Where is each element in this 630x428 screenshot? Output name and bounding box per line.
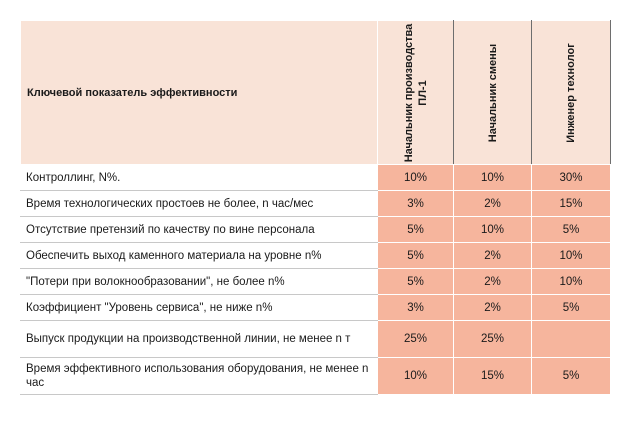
value-cell: 5%: [378, 243, 454, 269]
value-cell: 15%: [532, 191, 611, 217]
value-cell: [532, 321, 611, 358]
value-cell: 5%: [532, 295, 611, 321]
table-row: [21, 269, 611, 295]
table-row: [21, 217, 611, 243]
value-cell: 5%: [378, 269, 454, 295]
table-row: [21, 165, 611, 191]
value-cell: 10%: [454, 217, 532, 243]
role-header-production-head: [378, 21, 454, 165]
table-row: [21, 243, 611, 269]
value-cell: 10%: [532, 243, 611, 269]
kpi-name-cell: Обеспечить выход каменного материала на уровне n%: [21, 243, 378, 269]
kpi-name-cell: Время эффективного использования оборудования, не менее n час: [21, 358, 378, 395]
value-cell: 10%: [532, 269, 611, 295]
value-cell: 2%: [454, 269, 532, 295]
table-header: [21, 21, 611, 165]
value-cell: 3%: [378, 191, 454, 217]
kpi-column-header: Ключевой показатель эффективности: [21, 21, 378, 165]
value-cell: 5%: [532, 358, 611, 395]
value-cell: 25%: [378, 321, 454, 358]
value-cell: 10%: [378, 358, 454, 395]
table-row: [21, 321, 611, 358]
value-cell: 5%: [378, 217, 454, 243]
role-header-label: Инженер технолог: [565, 42, 577, 143]
kpi-name-cell: Время технологических простоев не более, n час/мес: [21, 191, 378, 217]
value-cell: 2%: [454, 295, 532, 321]
kpi-name-cell: Контроллинг, N%.: [21, 165, 378, 191]
role-header-shift-head: [454, 21, 532, 165]
table-row: [21, 295, 611, 321]
value-cell: 30%: [532, 165, 611, 191]
role-header-label: Начальник смены: [486, 43, 499, 142]
value-cell: 5%: [532, 217, 611, 243]
kpi-name-cell: Коэффициент "Уровень сервиса", не ниже n%: [21, 295, 378, 321]
value-cell: 10%: [378, 165, 454, 191]
table-row: [21, 358, 611, 395]
role-header-label: Начальник производства ПЛ-1: [402, 23, 429, 162]
kpi-table: [20, 20, 611, 395]
value-cell: 3%: [378, 295, 454, 321]
table-body: [21, 165, 611, 395]
value-cell: 2%: [454, 243, 532, 269]
value-cell: 2%: [454, 191, 532, 217]
table-row: [21, 191, 611, 217]
kpi-name-cell: Выпуск продукции на производственной линии, не менее n т: [21, 321, 378, 358]
value-cell: 10%: [454, 165, 532, 191]
role-header-process-engineer: [532, 21, 611, 165]
kpi-name-cell: "Потери при волокнообразовании", не более n%: [21, 269, 378, 295]
value-cell: 25%: [454, 321, 532, 358]
kpi-name-cell: Отсутствие претензий по качеству по вине персонала: [21, 217, 378, 243]
value-cell: 15%: [454, 358, 532, 395]
